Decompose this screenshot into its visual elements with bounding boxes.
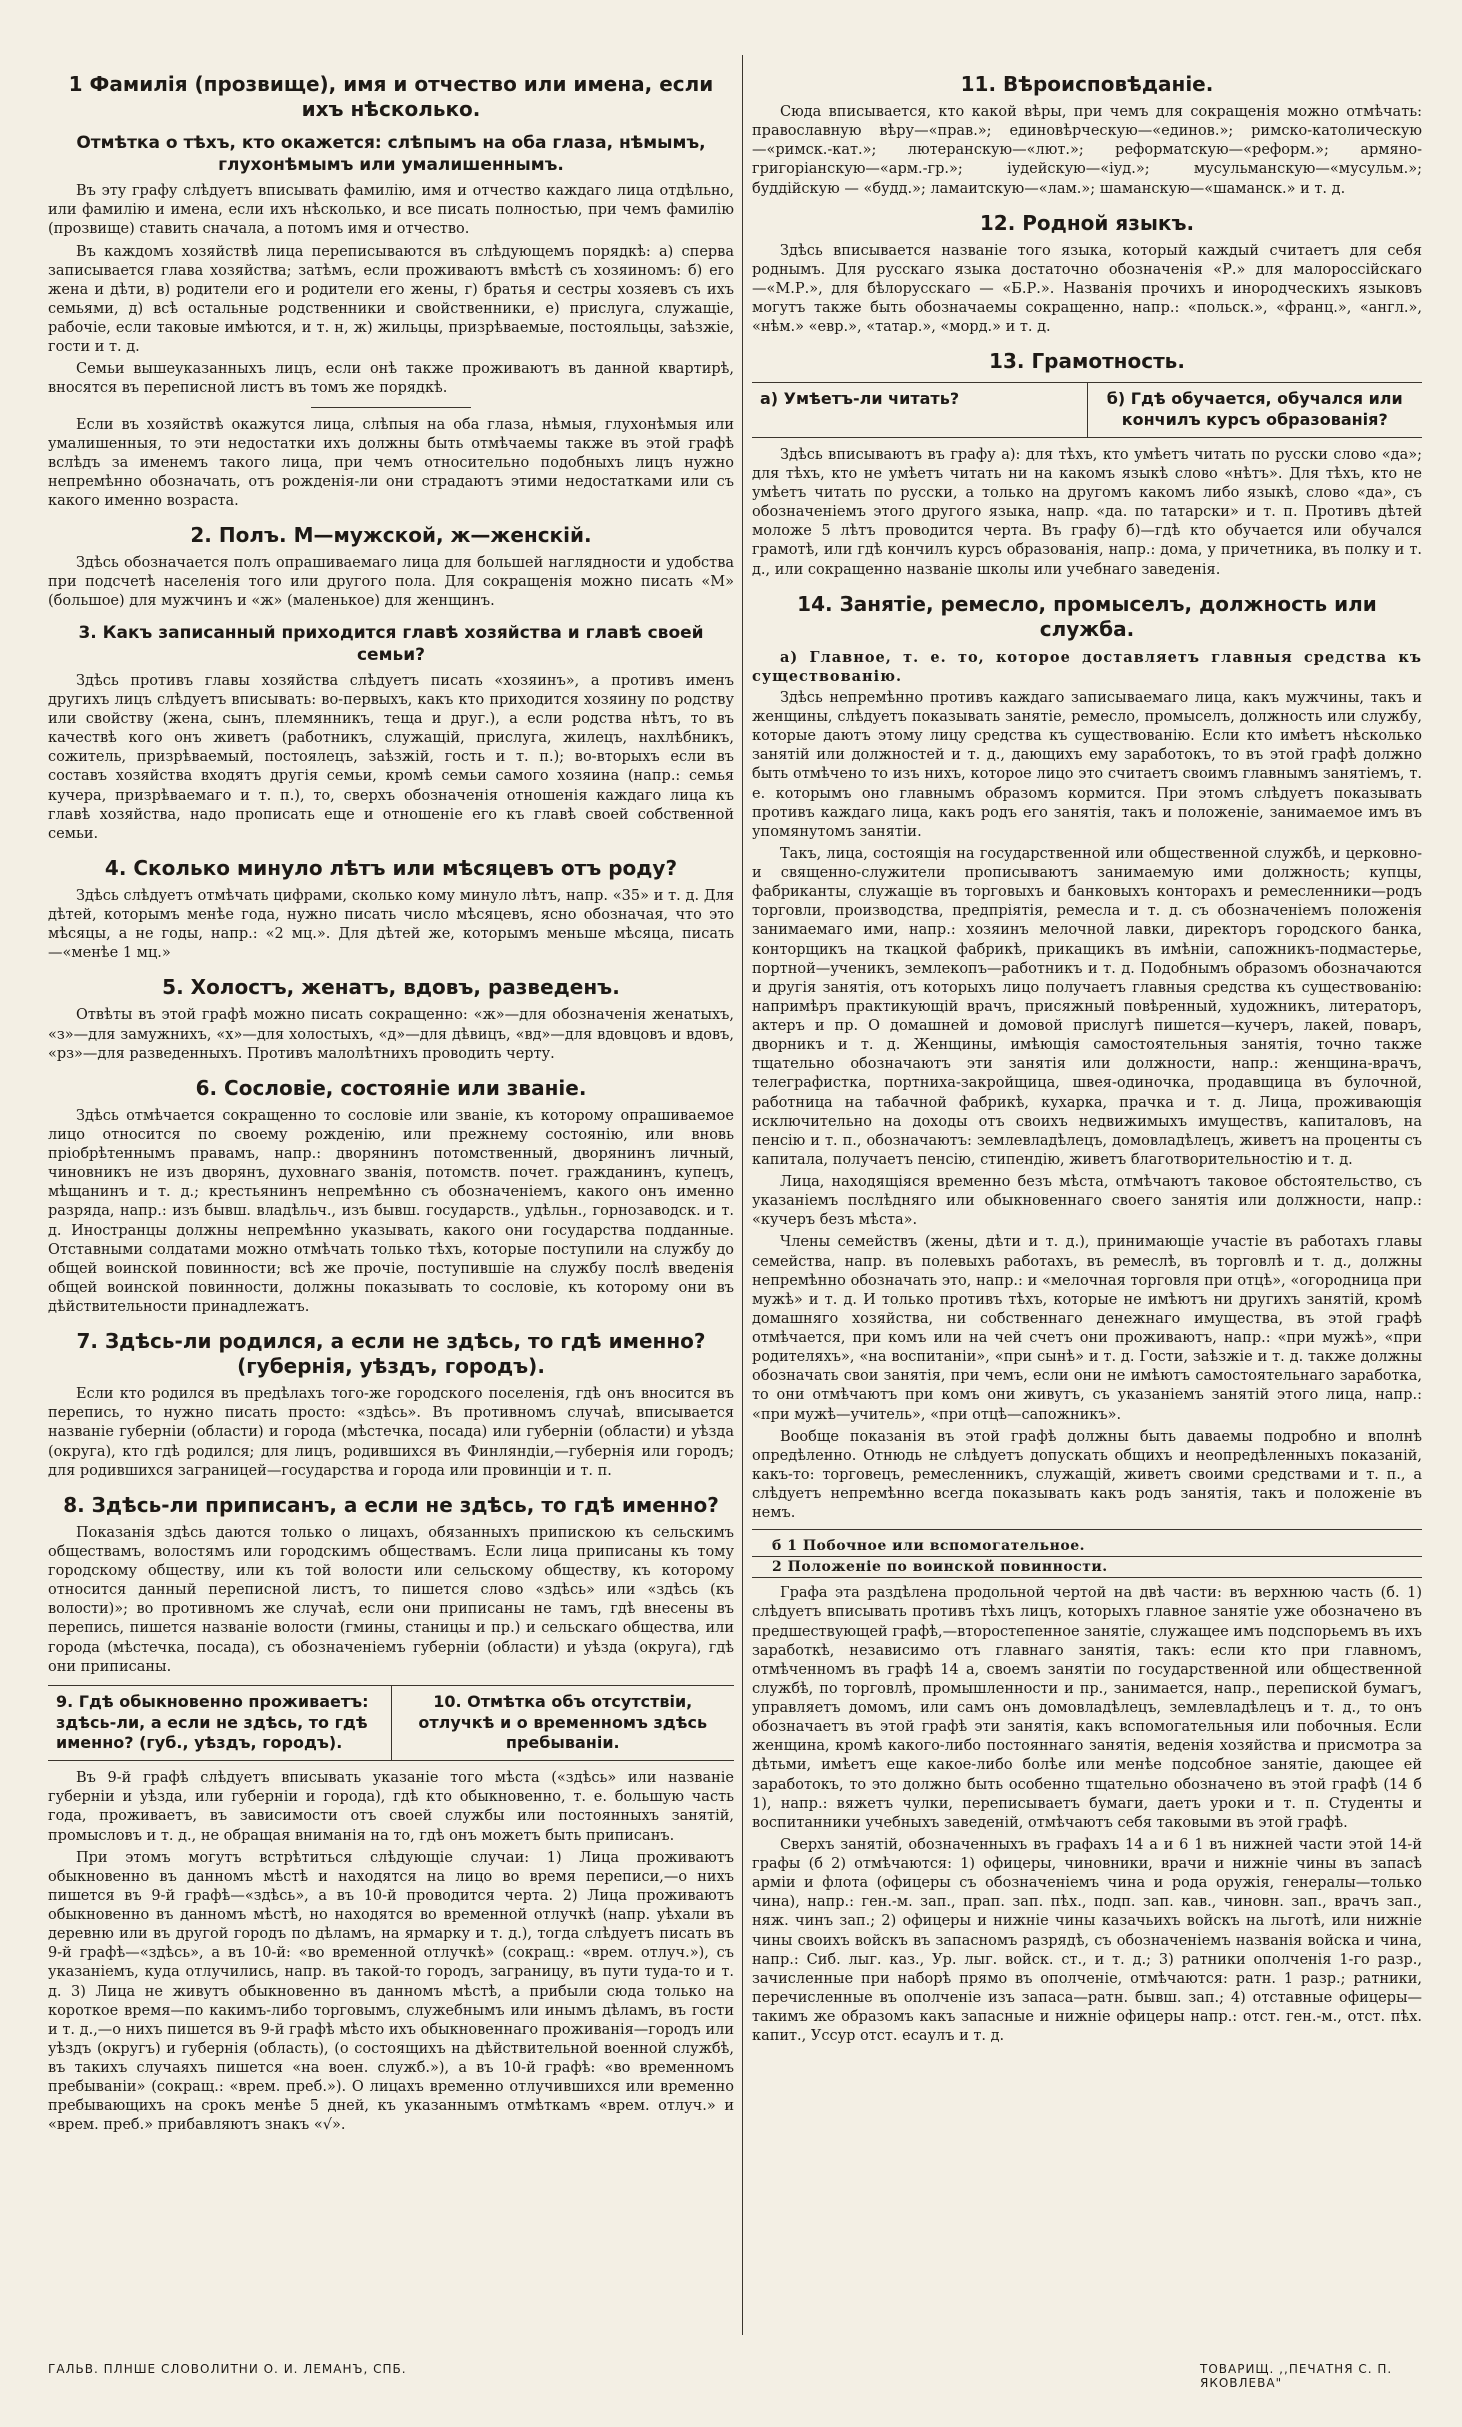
section-14b2-label: 2 Положеніе по воинской повинности. — [752, 1556, 1422, 1575]
paragraph: Здѣсь вписываютъ въ графу а): для тѣхъ, кто умѣетъ читать по русски слово «да»; для тѣхъ, кто не умѣетъ читать ни на какомъ языкѣ слово «нѣтъ». Для тѣхъ, кто не умѣетъ читать по русски, а только на другомъ какомъ либо языкѣ, слово «да», съ обозначеніемъ этого другого языка, напр. «да. по татарски» и т. п. Противъ дѣтей моложе 5 лѣтъ проводится черта. Въ графу б)—гдѣ кто обучается или обучался грамотѣ, или гдѣ кончилъ курсъ образованія, напр.: дома, у причетника, въ полку и т. д., или сокращенно названіе школы или учебнаго заведенія. — [752, 446, 1422, 578]
section-5-title: 5. Холостъ, женатъ, вдовъ, разведенъ. — [162, 975, 620, 1000]
paragraph: Въ 9-й графѣ слѣдуетъ вписывать указаніе того мѣста («здѣсь» или названіе губерніи и уѣзда, или губерніи и города), гдѣ кто обыкновенно, т. е. большую часть года, проживаетъ, въ зависимости отъ своей службы или постоянныхъ занятій, промысловъ и т. д., не обращая вниманія на то, гдѣ онъ можетъ быть приписанъ. — [48, 1770, 734, 1844]
section-6-title: 6. Сословіе, состояніе или званіе. — [195, 1075, 587, 1100]
section-14b1-label: б 1 Побочное или вспомогательное. — [772, 1538, 1085, 1555]
section-14a-subtitle: а) Главное, т. е. то, которое доставляетъ главныя средства къ существованію. — [752, 648, 1422, 685]
footer-printer: ТОВАРИЩ. ,,ПЕЧАТНЯ С. П. ЯКОВЛЕВА" — [1200, 2362, 1393, 2390]
section-12-title: 12. Родной языкъ. — [979, 210, 1195, 235]
paragraph: При этомъ могутъ встрѣтиться слѣдующіе случаи: 1) Лица проживаютъ обыкновенно въ данномъ мѣстѣ и находятся на лицо во время переписи,—о нихъ пишется въ 9-й графѣ—«здѣсь», а въ 10-й проводится черта. 2) Лица проживаютъ обыкновенно въ данномъ мѣстѣ, но находятся во временной отлучкѣ (напр. уѣхали въ деревню или въ другой городъ по дѣламъ, на ярмарку и т. д.), тогда слѣдуетъ писать въ 9-й графѣ—«здѣсь», а въ 10-й: «во временной отлучкѣ» (сокращ.: «врем. отлуч.»), съ указаніемъ, куда отлучились, напр. въ такой-то городъ, заграницу, въ пути туда-то и т. д. 3) Лица не живутъ обыкновенно въ данномъ мѣстѣ, а прибыли сюда только на короткое время—по какимъ-либо торговымъ, служебнымъ или инымъ дѣламъ, въ гости и т. д.,—о нихъ пишется въ 9-й графѣ мѣсто ихъ обыкновеннаго проживанія—городъ или уѣздъ (округъ) и губернія (область), (о состоящихъ на дѣйствительной военной службѣ, въ такихъ случаяхъ пишется «на воен. служб.»), а въ 10-й графѣ: «во временномъ пребываніи» (сокращ.: «врем. преб.»). О лицахъ временно отлучившихся или временно пребывающихъ на срокъ менѣе 5 дней, къ указаннымъ отмѣткамъ «врем. отлуч.» и «врем. преб.» прибавляютъ знакъ «√». — [48, 1849, 734, 2134]
paragraph: Здѣсь слѣдуетъ отмѣчать цифрами, сколько кому минуло лѣтъ, напр. «35» и т. д. Для дѣтей, которымъ менѣе года, нужно писать число мѣсяцевъ, ясно обозначая, что это мѣсяцы, а не годы, напр.: «2 мц.». Для дѣтей же, которымъ меньше мѣсяца, писать—«менѣе 1 мц.» — [48, 887, 734, 962]
section-14-title: 14. Занятіе, ремесло, промыселъ, должность или служба. — [797, 591, 1377, 641]
section-1-note: Отмѣтка о тѣхъ, кто окажется: слѣпымъ на оба глаза, нѣмымъ, глухонѣмымъ или умалишеннымъ. — [76, 133, 706, 176]
section-14b-header — [752, 1529, 1422, 1578]
paragraph: Здѣсь непремѣнно противъ каждаго записываемаго лица, какъ мужчины, такъ и женщины, слѣдуетъ показывать занятіе, ремесло, промыселъ, должность или службу, которые даютъ этому лицу средства къ существованію. Если кто имѣетъ нѣсколько занятій или должностей и т. д., дающихъ ему заработокъ, то въ этой графѣ должно быть отмѣчено то изъ нихъ, которое лицо это считаетъ своимъ главнымъ занятіемъ, т. е. которымъ оно главнымъ образомъ кормится. При этомъ слѣдуетъ показывать противъ каждаго лица, какъ родъ его занятія, такъ и положеніе, занимаемое имъ въ упомянутомъ занятіи. — [752, 689, 1422, 840]
sections-9-10-header — [48, 1685, 734, 1761]
section-9-title: 9. Гдѣ обыкновенно проживаетъ: здѣсь-ли, а если не здѣсь, то гдѣ именно? (губ., уѣздъ, городъ). — [56, 1691, 369, 1753]
paragraph: Семьи вышеуказанныхъ лицъ, если онѣ также проживаютъ въ данной квартирѣ, вносятся въ переписной листъ въ томъ же порядкѣ. — [48, 361, 734, 397]
divider — [311, 407, 471, 408]
section-13a-label: а) Умѣетъ-ли читать? — [760, 389, 960, 409]
paragraph: Сверхъ занятій, обозначенныхъ въ графахъ 14 а и 6 1 въ нижней части этой 14-й графы (б 2) отмѣчаются: 1) офицеры, чиновники, врачи и нижніе чины въ запасѣ арміи и флота (офицеры съ обозначеніемъ чина и рода оружія, генералы—только чина), напр.: ген.-м. зап., прап. зап. пѣх., подп. зап. кав., чиновн. зап., врачъ зап., няж. чинъ зап.; 2) офицеры и нижніе чины казачьихъ войскъ на льготѣ, или нижніе чины своихъ войскъ въ запасномъ разрядѣ, съ обозначеніемъ названія войска и чина, напр.: Сиб. лыг. каз., Ур. лыг. войск. ст., и т. д.; 3) ратники ополченія 1-го разр., зачисленные при наборѣ прямо въ ополченіе, отмѣчаются: ратн. 1 разр.; ратники, перечисленные въ ополченіе изъ запаса—ратн. бывш. зап.; 4) отставные офицеры—такимъ же образомъ какъ запасные и нижніе офицеры напр.: отст. ген.-м., отст. пѣх. капит., Уссур отст. есаулъ и т. д. — [752, 1836, 1422, 2045]
section-3-title: 3. Какъ записанный приходится главѣ хозяйства и главѣ своей семьи? — [78, 622, 704, 665]
paragraph: Въ каждомъ хозяйствѣ лица переписываются въ слѣдующемъ порядкѣ: а) сперва записывается глава хозяйства; затѣмъ, если проживаютъ вмѣстѣ съ хозяиномъ: б) его жена и дѣти, в) родители его и родители его жены, г) братья и сестры хозяевъ съ ихъ семьями, д) всѣ остальные родственники и свойственники, е) прислуга, служащіе, рабочіе, если таковые имѣются, и т. н, ж) жильцы, призрѣваемые, постояльцы, заѣзжіе, гости и т. д. — [48, 243, 734, 356]
paragraph: Члены семействъ (жены, дѣти и т. д.), принимающіе участіе въ работахъ главы семейства, напр. въ полевыхъ работахъ, въ ремеслѣ, въ торговлѣ и т. д., должны непремѣнно обозначать это, напр.: и «мелочная торговля при отцѣ», «огородница при мужѣ» и т. д. И только противъ тѣхъ, которые не имѣютъ ни другихъ занятій, кромѣ домашняго хозяйства, ни собственнаго денежнаго имущества, въ этой графѣ отмѣчается, при комъ или на чей счетъ они проживаютъ, напр.: «при мужѣ», «при родителяхъ», «на воспитаніи», «при сынѣ» и т. д. Гости, заѣзжіе и т. д. также должны обозначать свои занятія, при чемъ, если они не имѣютъ самостоятельнаго заработка, то они отмѣчаютъ при комъ они живутъ, съ указаніемъ занятій этого лица, напр.: «при мужѣ—учитель», «при отцѣ—сапожникъ». — [752, 1234, 1422, 1423]
section-2-title: 2. Полъ. М—мужской, ж—женскій. — [190, 523, 592, 548]
section-1-title: 1 Фамилія (прозвище), имя и отчество или имена, если ихъ нѣсколько. — [68, 72, 714, 121]
section-7-title: 7. Здѣсь-ли родился, а если не здѣсь, то гдѣ именно? (губернія, уѣздъ, городъ). — [76, 1329, 706, 1379]
section-10-title: 10. Отмѣтка объ отсутствіи, отлучкѣ и о временномъ здѣсь пребываніи. — [391, 1686, 735, 1760]
paragraph: Здѣсь противъ главы хозяйства слѣдуетъ писать «хозяинъ», а противъ именъ другихъ лицъ слѣдуетъ вписывать: во-первыхъ, какъ кто приходится хозяину по родству или свойству (жена, сынъ, племянникъ, теща и друг.), а если родства нѣтъ, то въ качествѣ кого онъ живетъ (работникъ, служащій, прислуга, жилецъ, нахлѣбникъ, сожитель, призрѣваемый, постоялецъ, заѣзжій, гость и т. п.); во-вторыхъ если въ составъ хозяйства входятъ другія семьи, кромѣ семьи самого хозяина (напр.: семья кучера, призрѣваемаго и т. п.), то, сверхъ обозначенія отношенія каждаго лица къ главѣ хозяйства, надо прописать еще и отношеніе его къ главѣ своей собственной семьи. — [48, 672, 734, 842]
section-13-header — [752, 382, 1422, 438]
paragraph: Вообще показанія въ этой графѣ должны быть даваемы подробно и вполнѣ опредѣленно. Отнюдь не слѣдуетъ допускать общихъ и неопредѣленныхъ показаній, какъ-то: торговецъ, ремесленникъ, служащій, живетъ своими средствами и т. п., а слѣдуетъ непремѣнно всегда показывать какъ родъ занятія, такъ и положеніе въ немъ. — [752, 1428, 1422, 1522]
section-11-title: 11. Вѣроисповѣданіе. — [960, 72, 1214, 96]
section-13-title: 13. Грамотность. — [989, 349, 1185, 374]
paragraph: Отвѣты въ этой графѣ можно писать сокращенно: «ж»—для обозначенія женатыхъ, «з»—для замужнихъ, «х»—для холостыхъ, «д»—для дѣвицъ, «вд»—для вдовцовъ и вдовъ, «рз»—для разведенныхъ. Противъ малолѣтнихъ проводить черту. — [48, 1007, 734, 1062]
paragraph: Показанія здѣсь даются только о лицахъ, обязанныхъ припискою къ сельскимъ обществамъ, волостямъ или городскимъ обществамъ. Если лица приписаны къ тому городскому обществу, или къ той волости или сельскому обществу, къ которому относится данный переписной листъ, то пишется слово «здѣсь» или «здѣсь (къ волости)»; во противномъ же случаѣ, если они приписаны не тамъ, гдѣ внесены въ перепись, пишется названіе волости (гмины, станицы и пр.) и сельскаго общества, или города (мѣстечка, посада), съ обозначеніемъ губерніи (области) и уѣзда (округа), гдѣ они приписаны. — [48, 1524, 734, 1675]
paragraph: Графа эта раздѣлена продольной чертой на двѣ части: въ верхнюю часть (б. 1) слѣдуетъ вписывать противъ тѣхъ лицъ, которыхъ главное занятіе уже обозначено въ предшествующей графѣ,—второстепенное занятіе, служащее имъ подспорьемъ въ ихъ заработкѣ, независимо отъ главнаго занятія, такъ: если кто при главномъ, отмѣченномъ въ графѣ 14 а, своемъ занятіи по государственной или общественной службѣ, по торговлѣ, промышленности и пр., занимается, напр., перепиской бумагъ, управляетъ домомъ, или самъ онъ домовладѣлецъ, землевладѣлецъ и т. д., то онъ обозначаетъ въ этой графѣ эти занятія, какъ вспомогательныя или побочныя. Если женщина, кромѣ какого-либо постояннаго занятія, веденія хозяйства и присмотра за дѣтьми, имѣетъ еще какое-либо болѣе или менѣе подсобное занятіе, дающее ей заработокъ, то это должно быть особенно тщательно обозначено въ этой графѣ (14 б 1), напр.: вяжетъ чулки, переписываетъ бумаги, даетъ уроки и т. п. Студенты и воспитанники учебныхъ заведеній, отмѣчаютъ себя таковыми въ этой графѣ. — [752, 1585, 1422, 1831]
column-divider — [742, 55, 743, 2335]
paragraph: Здѣсь обозначается полъ опрашиваемаго лица для большей наглядности и удобства при подсчетѣ населенія того или другого пола. Для сокращенія можно писать «М» (большое) для мужчинъ и «ж» (маленькое) для женщинъ. — [48, 555, 734, 610]
paragraph: Сюда вписывается, кто какой вѣры, при чемъ для сокращенія можно отмѣчать: православную вѣру—«прав.»; единовѣрческую—«единов.»; римско-католическую—«римск.-кат.»; лютеранскую—«лют.»; реформатскую—«реформ.»; армяно-григоріанскую—«арм.-гр.»; іудейскую—«іуд.»; мусульманскую—«мусульм.»; буддійскую — «будд.»; ламаитскую—«лам.»; шаманскую—«шаманск.» и т. д. — [752, 104, 1422, 197]
paragraph: Если въ хозяйствѣ окажутся лица, слѣпыя на оба глаза, нѣмыя, глухонѣмыя или умалишенныя, то эти недостатки ихъ должны быть отмѣчаемы также въ этой графѣ вслѣдъ за именемъ такого лица, при чемъ относительно подобныхъ лицъ нужно непремѣнно обозначать, отъ рожденія-ли они страдаютъ этими недостатками или съ какого именно возраста. — [48, 416, 734, 510]
paragraph: Если кто родился въ предѣлахъ того-же городского поселенія, гдѣ онъ вносится въ перепись, то нужно писать просто: «здѣсь». Въ противномъ случаѣ, вписывается названіе губерніи (области) и города (мѣстечка, посада) или губерніи (области) и уѣзда (округа), кто гдѣ родился; для лицъ, родившихся въ Финляндіи,—губернія или городъ; для родившихся заграницей—государства и города или провинціи и т. п. — [48, 1386, 734, 1479]
footer-typefoundry: ГАЛЬВ. ПЛНШЕ СЛОВОЛИТНИ О. И. ЛЕМАНЪ, СПБ. — [48, 2362, 407, 2376]
paragraph: Лица, находящіяся временно безъ мѣста, отмѣчаютъ таковое обстоятельство, съ указаніемъ послѣдняго или обыкновеннаго своего занятія или должности, напр.: «кучеръ безъ мѣста». — [752, 1174, 1422, 1229]
paragraph: Такъ, лица, состоящія на государственной или общественной службѣ, и церковно-и священно-служители прописываютъ занимаемую ими должность; купцы, фабриканты, служащіе въ торговыхъ и банковыхъ конторахъ и ремесленники—родъ торговли, производства, предпріятія, ремесла и т. д. съ обозначеніемъ положенія занимаемаго ими, напр.: хозяинъ мелочной лавки, директоръ городского банка, конторщикъ на ткацкой фабрикѣ, прикащикъ въ имѣніи, сапожникъ-подмастерье, портной—ученикъ, землекопъ—работникъ и т. д. Подобнымъ образомъ обозначаются и другія занятія, отъ которыхъ лицо получаетъ главныя средства къ существованію: напримѣръ практикующій врачъ, присяжный повѣренный, художникъ, литераторъ, актеръ и пр. О домашней и домовой прислугѣ пишется—кучеръ, лакей, поваръ, дворникъ и т. д. Женщины, имѣющія самостоятельныя занятія, точно также тщательно обозначаютъ эти занятія или должности, напр.: женщина-врачъ, телеграфистка, портниха-закройщица, швея-одиночка, продавщица въ булочной, работница на табачной фабрикѣ, кухарка, прачка и т. д. Лица, проживающія исключительно на доходы отъ своихъ недвижимыхъ имуществъ, капиталовъ, на пенсію и т. п., обозначаютъ: землевладѣлецъ, домовладѣлецъ, живетъ на проценты съ капитала, получаетъ пенсію, стипендію, живетъ благотворительностію и т. д. — [752, 845, 1422, 1168]
right-column — [752, 60, 1422, 2049]
paragraph: Въ эту графу слѣдуетъ вписывать фамилію, имя и отчество каждаго лица отдѣльно, или фамилію и имена, если ихъ нѣсколько, и все писать полностью, при чемъ фамилію (прозвище) ставить сначала, а потомъ имя и отчество. — [48, 183, 734, 238]
section-13b-label: б) Гдѣ обучается, обучался или кончилъ курсъ образованія? — [1087, 383, 1423, 437]
left-column — [48, 60, 734, 2139]
section-8-title: 8. Здѣсь-ли приписанъ, а если не здѣсь, то гдѣ именно? — [63, 1492, 719, 1517]
paragraph: Здѣсь отмѣчается сокращенно то сословіе или званіе, къ которому опрашиваемое лицо относится по своему рожденію, или прежнему состоянію, или вновь пріобрѣтеннымъ правамъ, напр.: дворянинъ потомственный, дворянинъ личный, чиновникъ не изъ дворянъ, духовнаго званія, потомств. почет. гражданинъ, купецъ, мѣщанинъ и т. д.; крестьянинъ непремѣнно съ обозначеніемъ, какого онъ именно разряда, напр.: изъ бывш. владѣльч., изъ бывш. государств., удѣльн., горнозаводск. и т. д. Иностранцы должны непремѣнно указывать, какого они государства подданные. Отставными солдатами можно отмѣчать только тѣхъ, которые поступили на службу до общей воинской повинности; всѣ же прочіе, поступившіе на службу послѣ введенія общей воинской повинности, должны показывать то сословіе, къ которому они въ дѣйствительности принадлежатъ. — [48, 1107, 734, 1315]
section-4-title: 4. Сколько минуло лѣтъ или мѣсяцевъ отъ роду? — [104, 855, 678, 880]
paragraph: Здѣсь вписывается названіе того языка, который каждый считаетъ для себя роднымъ. Для русскаго языка достаточно обозначенія «Р.» для малороссійскаго—«М.Р.», для бѣлорусскаго — «Б.Р.». Названія прочихъ и инородческихъ языковъ могутъ также быть обозначаемы сокращенно, напр.: «польск.», «франц.», «англ.», «нѣм.» «евр.», «татар.», «морд.» и т. д. — [752, 242, 1422, 336]
